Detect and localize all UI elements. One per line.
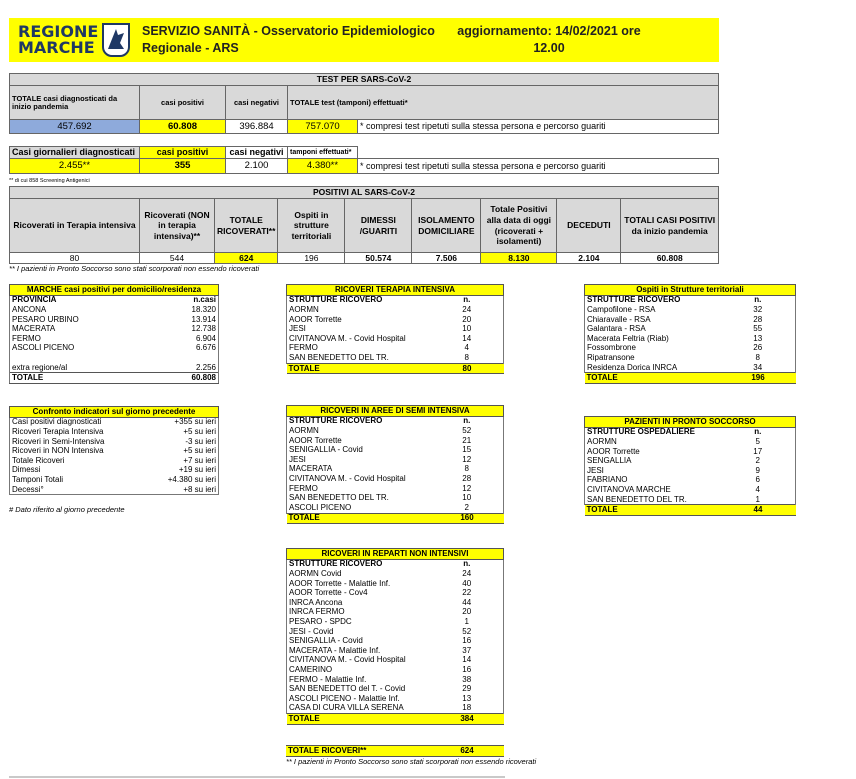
ospiti-total-value: 196 (721, 373, 796, 384)
test-negative-value: 396.884 (226, 120, 288, 134)
non-total-label: TOTALE (287, 714, 431, 725)
semi-row-label: MACERATA (287, 465, 431, 475)
ospiti-row (585, 334, 796, 344)
ospiti-row-value: 55 (721, 324, 796, 334)
confronto-row-value: +8 su ieri (145, 485, 219, 495)
province-row-value: 6.904 (150, 334, 219, 344)
ospiti-header-name: STRUTTURE RICOVERO (585, 295, 721, 305)
ps-row-label: FABRIANO (585, 476, 721, 486)
non-row-value: 52 (431, 627, 504, 637)
non-title: RICOVERI IN REPARTI NON INTENSIVI (287, 549, 504, 560)
ospiti-row-label: Ripatransone (585, 353, 721, 363)
confronto-row-label: Totale Ricoveri (10, 456, 145, 466)
emblem-icon (102, 23, 130, 57)
ospiti-row-value: 13 (721, 334, 796, 344)
ps-row (585, 495, 796, 505)
confronto-row (10, 485, 219, 495)
non-row-label: INRCA FERMO (287, 608, 431, 618)
positivi-header-7: DECEDUTI (557, 199, 621, 253)
ospiti-row (585, 344, 796, 354)
positivi-header-0: Ricoverati in Terapia intensiva (10, 199, 140, 253)
non-row-value: 16 (431, 665, 504, 675)
ps-row (585, 456, 796, 466)
non-row (287, 704, 504, 714)
province-extra-value: 2.256 (150, 363, 219, 373)
ps-row-label: JESI (585, 466, 721, 476)
semi-row (287, 493, 504, 503)
semi-table (286, 405, 504, 524)
ti-total-value: 80 (431, 363, 504, 374)
ti-row (287, 334, 504, 344)
confronto-row-label: Decessi° (10, 485, 145, 495)
ps-row-value: 1 (721, 495, 796, 505)
daily-table (9, 146, 719, 174)
province-row-label: MACERATA (10, 324, 150, 334)
positivi-value-2: 624 (215, 253, 278, 264)
positivi-value-1: 544 (140, 253, 215, 264)
non-row-value: 14 (431, 656, 504, 666)
test-header-total-cases: TOTALE casi diagnosticati da inizio pandemia (10, 86, 140, 120)
non-row-value: 37 (431, 646, 504, 656)
daily-negative-value: 2.100 (226, 159, 288, 174)
non-header-count: n. (431, 559, 504, 569)
grand-total-value: 624 (430, 746, 504, 757)
semi-row-value: 12 (431, 484, 504, 494)
ospiti-row-label: Residenza Dorica INRCA (585, 363, 721, 373)
positivi-value-3: 196 (278, 253, 345, 264)
confronto-row-value: +355 su ieri (145, 417, 219, 427)
semi-row-label: FERMO (287, 484, 431, 494)
daily-tests-value: 4.380** (288, 159, 358, 174)
daily-header-cases: Casi giornalieri diagnosticati (10, 147, 140, 159)
test-total-tests-value: 757.070 (288, 120, 358, 134)
semi-row (287, 445, 504, 455)
ps-row (585, 485, 796, 495)
positivi-value-6: 8.130 (481, 253, 557, 264)
test-header-total-tests: TOTALE test (tamponi) effettuati* (288, 86, 719, 120)
ospiti-row (585, 324, 796, 334)
positivi-value-7: 2.104 (557, 253, 621, 264)
ps-row-value: 9 (721, 466, 796, 476)
ospiti-row-value: 26 (721, 344, 796, 354)
non-row (287, 694, 504, 704)
confronto-row-value: +5 su ieri (145, 427, 219, 437)
positivi-header-6: Totale Positivi alla data di oggi (ricoverati + isolamenti) (481, 199, 557, 253)
ospiti-row-value: 34 (721, 363, 796, 373)
daily-cases-value: 2.455** (10, 159, 140, 174)
semi-row (287, 465, 504, 475)
ospiti-row-label: Fossombrone (585, 344, 721, 354)
ps-row-label: CIVITANOVA MARCHE (585, 485, 721, 495)
semi-total-value: 160 (431, 513, 504, 524)
confronto-row (10, 475, 219, 485)
confronto-row (10, 456, 219, 466)
confronto-row (10, 417, 219, 427)
confronto-row (10, 427, 219, 437)
non-row (287, 675, 504, 685)
non-row (287, 579, 504, 589)
ti-row-value: 24 (431, 305, 504, 315)
semi-row (287, 426, 504, 436)
positivi-value-8: 60.808 (621, 253, 719, 264)
semi-row-value: 8 (431, 465, 504, 475)
semi-row (287, 436, 504, 446)
ti-row (287, 353, 504, 363)
ps-row-value: 5 (721, 437, 796, 447)
ps-row-label: AORMN (585, 437, 721, 447)
ti-row-value: 20 (431, 315, 504, 325)
confronto-row-label: Casi positivi diagnosticati (10, 417, 145, 427)
ps-row-value: 4 (721, 485, 796, 495)
ti-total-label: TOTALE (287, 363, 431, 374)
ospiti-row-label: Campofilone - RSA (585, 305, 721, 315)
non-row-label: CIVITANOVA M. - Covid Hospital (287, 656, 431, 666)
test-header-positive: casi positivi (140, 86, 226, 120)
province-row-value: 12.738 (150, 324, 219, 334)
non-row-value: 16 (431, 636, 504, 646)
non-row (287, 598, 504, 608)
logo-text (18, 24, 98, 56)
non-total-value: 384 (431, 714, 504, 725)
confronto-row-label: Dimessi (10, 466, 145, 476)
ospiti-row-label: Macerata Feltria (Riab) (585, 334, 721, 344)
ti-row-label: FERMO (287, 344, 431, 354)
province-row-label: ANCONA (10, 305, 150, 315)
logo-line-2: MARCHE (18, 38, 95, 57)
confronto-table (9, 406, 219, 495)
ti-header-name: STRUTTURE RICOVERO (287, 295, 431, 305)
report-title (142, 23, 435, 57)
ti-row-value: 10 (431, 324, 504, 334)
confronto-row-label: Ricoveri in Semi-Intensiva (10, 437, 145, 447)
province-table (9, 284, 219, 384)
non-row-label: SENIGALLIA - Covid (287, 636, 431, 646)
ps-row (585, 476, 796, 486)
semi-row-value: 12 (431, 455, 504, 465)
non-row-label: AOOR Torrette - Malattie Inf. (287, 579, 431, 589)
province-row (10, 324, 219, 334)
non-row-label: CASA DI CURA VILLA SERENA (287, 704, 431, 714)
semi-header-count: n. (431, 416, 504, 426)
non-row-label: CAMERINO (287, 665, 431, 675)
non-row-label: INRCA Ancona (287, 598, 431, 608)
title-line-1: SERVIZIO SANITÀ - Osservatorio Epidemiologico (142, 24, 435, 38)
non-note: ** I pazienti in Pronto Soccorso sono stati scorporati non essendo ricoverati (286, 757, 537, 766)
non-row-label: AOOR Torrette - Cov4 (287, 588, 431, 598)
confronto-row-label: Tamponi Totali (10, 475, 145, 485)
report-header (9, 18, 719, 62)
non-row (287, 569, 504, 579)
ti-row (287, 344, 504, 354)
province-row-value: 18.320 (150, 305, 219, 315)
confronto-row-value: +19 su ieri (145, 466, 219, 476)
semi-row-label: SENIGALLIA - Covid (287, 445, 431, 455)
non-row-value: 44 (431, 598, 504, 608)
grand-total-label: TOTALE RICOVERI** (286, 746, 430, 757)
non-header-name: STRUTTURE RICOVERO (287, 559, 431, 569)
semi-row (287, 455, 504, 465)
non-row-label: AORMN Covid (287, 569, 431, 579)
ti-row-label: AOOR Torrette (287, 315, 431, 325)
test-table-title: TEST PER SARS-CoV-2 (10, 74, 719, 86)
non-row-value: 40 (431, 579, 504, 589)
ps-row (585, 447, 796, 457)
confronto-row (10, 437, 219, 447)
ps-header-name: STRUTTURE OSPEDALIERE (585, 427, 721, 437)
confronto-row-value: +7 su ieri (145, 456, 219, 466)
province-row (10, 315, 219, 325)
test-note: * compresi test ripetuti sulla stessa persona e percorso guariti (358, 120, 719, 134)
positivi-value-4: 50.574 (345, 253, 412, 264)
logo-line-1: REGIONE (18, 22, 99, 41)
ps-title: PAZIENTI IN PRONTO SOCCORSO (585, 417, 796, 428)
province-title: MARCHE casi positivi per domicilio/residenza (10, 285, 219, 296)
non-row-value: 20 (431, 608, 504, 618)
semi-row-value: 15 (431, 445, 504, 455)
ospiti-row-label: Galantara - RSA (585, 324, 721, 334)
ospiti-row-value: 28 (721, 315, 796, 325)
ospiti-row (585, 305, 796, 315)
ospiti-row (585, 315, 796, 325)
ospiti-row-value: 8 (721, 353, 796, 363)
semi-title: RICOVERI IN AREE DI SEMI INTENSIVA (287, 406, 504, 417)
semi-row-value: 21 (431, 436, 504, 446)
confronto-row (10, 446, 219, 456)
test-positive-value: 60.808 (140, 120, 226, 134)
daily-header-negative: casi negativi (226, 147, 288, 159)
semi-header-name: STRUTTURE RICOVERO (287, 416, 431, 426)
non-row-label: MACERATA - Malattie Inf. (287, 646, 431, 656)
regione-marche-logo (18, 22, 133, 60)
non-row (287, 656, 504, 666)
semi-row-value: 52 (431, 426, 504, 436)
positivi-header-5: ISOLAMENTO DOMICILIARE (412, 199, 481, 253)
semi-row-label: JESI (287, 455, 431, 465)
ps-row-value: 17 (721, 447, 796, 457)
ti-row (287, 315, 504, 325)
province-row-value: 6.676 (150, 344, 219, 354)
confronto-row-value: +4.380 su ieri (145, 475, 219, 485)
province-row-label: ASCOLI PICENO (10, 344, 150, 354)
ti-row-value: 14 (431, 334, 504, 344)
positivi-header-4: DIMESSI /GUARITI (345, 199, 412, 253)
positivi-title: POSITIVI AL SARS-CoV-2 (10, 187, 719, 199)
non-table (286, 548, 504, 725)
ps-row-label: SENGALLIA (585, 456, 721, 466)
province-row-value: 13.914 (150, 315, 219, 325)
daily-note: * compresi test ripetuti sulla stessa persona e percorso guariti (358, 159, 719, 174)
ti-header-count: n. (431, 295, 504, 305)
non-row (287, 588, 504, 598)
semi-row-label: SAN BENEDETTO DEL TR. (287, 493, 431, 503)
positivi-value-5: 7.506 (412, 253, 481, 264)
non-row-value: 13 (431, 694, 504, 704)
non-row (287, 684, 504, 694)
semi-row (287, 503, 504, 513)
ospiti-total-label: TOTALE (585, 373, 721, 384)
province-row (10, 305, 219, 315)
non-row-value: 24 (431, 569, 504, 579)
ti-table (286, 284, 504, 374)
ps-table (584, 416, 796, 516)
ospiti-row-value: 32 (721, 305, 796, 315)
semi-row-label: AOOR Torrette (287, 436, 431, 446)
semi-row-label: CIVITANOVA M. - Covid Hospital (287, 474, 431, 484)
semi-total-label: TOTALE (287, 513, 431, 524)
ospiti-row-label: Chiaravalle - RSA (585, 315, 721, 325)
positivi-header-2: TOTALE RICOVERATI** (215, 199, 278, 253)
title-line-2: Regionale - ARS (142, 41, 239, 55)
ospiti-title: Ospiti in Strutture territoriali (585, 285, 796, 296)
positivi-header-3: Ospiti in strutture territoriali (278, 199, 345, 253)
test-header-negative: casi negativi (226, 86, 288, 120)
province-row-label: PESARO URBINO (10, 315, 150, 325)
province-row-label: FERMO (10, 334, 150, 344)
non-row-value: 29 (431, 684, 504, 694)
semi-row-value: 28 (431, 474, 504, 484)
confronto-row-label: Ricoveri in NON Intensiva (10, 446, 145, 456)
ti-title: RICOVERI TERAPIA INTENSIVA (287, 285, 504, 296)
non-row (287, 617, 504, 627)
ospiti-row (585, 353, 796, 363)
non-row-value: 22 (431, 588, 504, 598)
update-timestamp (449, 23, 649, 57)
ps-header-count: n. (721, 427, 796, 437)
daily-header-tests: tamponi effettuati* (288, 147, 358, 159)
daily-header-positive: casi positivi (140, 147, 226, 159)
non-row-label: JESI - Covid (287, 627, 431, 637)
ps-total-value: 44 (721, 505, 796, 516)
semi-row-label: AORMN (287, 426, 431, 436)
confronto-row-value: -3 su ieri (145, 437, 219, 447)
ospiti-table (584, 284, 796, 384)
non-row-label: PESARO - SPDC (287, 617, 431, 627)
province-row (10, 334, 219, 344)
province-extra-label: extra regione/al (10, 363, 150, 373)
ps-row-value: 6 (721, 476, 796, 486)
non-row (287, 636, 504, 646)
province-header-name: PROVINCIA (10, 295, 150, 305)
ti-row-value: 4 (431, 344, 504, 354)
positivi-table (9, 186, 719, 264)
update-line-2: 12.00 (533, 41, 565, 55)
non-row-label: ASCOLI PICENO - Malattie Inf. (287, 694, 431, 704)
ps-row-label: SAN BENEDETTO DEL TR. (585, 495, 721, 505)
positivi-header-8: TOTALI CASI POSITIVI da inizio pandemia (621, 199, 719, 253)
ps-row-value: 2 (721, 456, 796, 466)
bottom-divider (9, 776, 505, 778)
non-row-label: SAN BENEDETTO del T. - Covid (287, 684, 431, 694)
semi-row (287, 474, 504, 484)
ti-row-label: SAN BENEDETTO DEL TR. (287, 353, 431, 363)
ti-row-label: AORMN (287, 305, 431, 315)
update-line-1: aggiornamento: 14/02/2021 ore (457, 24, 641, 38)
confronto-title: Confronto indicatori sul giorno precedente (10, 407, 219, 418)
confronto-note: # Dato riferito al giorno precedente (9, 505, 125, 514)
antigen-note: ** di cui 858 Screening Antigenici (9, 178, 90, 184)
confronto-row (10, 466, 219, 476)
non-row (287, 608, 504, 618)
ps-total-label: TOTALE (585, 505, 721, 516)
ti-row-value: 8 (431, 353, 504, 363)
ps-row (585, 437, 796, 447)
ospiti-row (585, 363, 796, 373)
confronto-row-value: +5 su ieri (145, 446, 219, 456)
non-row (287, 665, 504, 675)
province-total-value: 60.808 (150, 373, 219, 384)
positivi-header-1: Ricoverati (NON in terapia intensiva)** (140, 199, 215, 253)
ti-row-label: CIVITANOVA M. - Covid Hospital (287, 334, 431, 344)
non-row-value: 38 (431, 675, 504, 685)
daily-positive-value: 355 (140, 159, 226, 174)
province-row (10, 344, 219, 354)
positivi-note: ** I pazienti in Pronto Soccorso sono stati scorporati non essendo ricoverati (9, 264, 260, 273)
ti-row (287, 324, 504, 334)
non-row (287, 627, 504, 637)
test-total-cases-value: 457.692 (10, 120, 140, 134)
ti-row-label: JESI (287, 324, 431, 334)
province-total-label: TOTALE (10, 373, 150, 384)
province-header-count: n.casi (150, 295, 219, 305)
non-row-label: FERMO - Malattie Inf. (287, 675, 431, 685)
semi-row (287, 484, 504, 494)
ti-row (287, 305, 504, 315)
confronto-row-label: Ricoveri Terapia Intensiva (10, 427, 145, 437)
ps-row (585, 466, 796, 476)
test-table (9, 73, 719, 134)
non-row-value: 18 (431, 704, 504, 714)
positivi-value-0: 80 (10, 253, 140, 264)
semi-row-value: 10 (431, 493, 504, 503)
non-row (287, 646, 504, 656)
ospiti-header-count: n. (721, 295, 796, 305)
grand-total-table (286, 745, 504, 757)
non-row-value: 1 (431, 617, 504, 627)
semi-row-value: 2 (431, 503, 504, 513)
semi-row-label: ASCOLI PICENO (287, 503, 431, 513)
ps-row-label: AOOR Torrette (585, 447, 721, 457)
